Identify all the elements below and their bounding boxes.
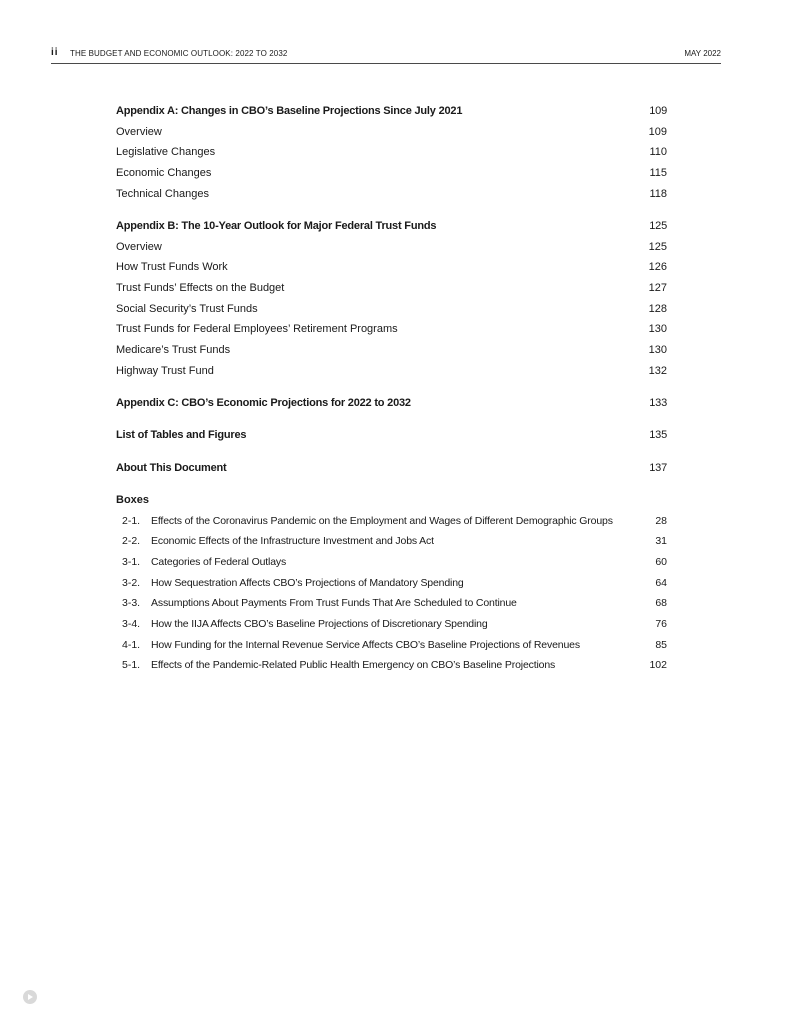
toc-entry-about[interactable]	[116, 459, 667, 480]
toc-entry[interactable]	[116, 320, 667, 341]
box-entry[interactable]	[116, 553, 667, 574]
toc-entry-page: 137	[649, 461, 667, 474]
toc-entry-title: Trust Funds’ Effects on the Budget	[116, 282, 285, 295]
box-number: 3-4.	[122, 618, 141, 631]
toc-entry-title: Economic Changes	[116, 167, 212, 180]
box-page: 60	[655, 556, 667, 569]
toc-entry-page: 128	[648, 302, 667, 315]
toc-entry-appendix-c[interactable]	[116, 394, 667, 415]
toc-entry-title: Medicare’s Trust Funds	[116, 344, 231, 357]
box-number: 2-2.	[122, 535, 141, 548]
box-title: Economic Effects of the Infrastructure Investment and Jobs Act	[151, 535, 434, 548]
box-entry[interactable]	[116, 615, 667, 636]
toc-entry[interactable]	[116, 238, 667, 259]
spacer	[116, 383, 667, 395]
toc-entry[interactable]	[116, 362, 667, 383]
box-title: Effects of the Pandemic-Related Public Health Emergency on CBO’s Baseline Projections	[151, 659, 556, 672]
toc-entry-page: 110	[649, 146, 667, 159]
box-title: Assumptions About Payments From Trust Funds That Are Scheduled to Continue	[151, 597, 517, 610]
box-number: 5-1.	[122, 659, 141, 672]
box-entry[interactable]	[116, 594, 667, 615]
toc-entry-title: Overview	[116, 125, 162, 138]
box-number: 3-3.	[122, 597, 141, 610]
box-title: How Funding for the Internal Revenue Service Affects CBO’s Baseline Projections of Revenues	[151, 638, 580, 651]
box-entry[interactable]	[116, 636, 667, 657]
spacer	[116, 205, 667, 217]
box-page: 85	[655, 638, 667, 651]
box-title: How the IIJA Affects CBO’s Baseline Projections of Discretionary Spending	[151, 618, 488, 631]
spacer	[116, 479, 667, 491]
running-title: THE BUDGET AND ECONOMIC OUTLOOK: 2022 TO 2032	[70, 49, 288, 58]
toc-entry-title: Highway Trust Fund	[116, 364, 214, 377]
toc-entry[interactable]	[116, 300, 667, 321]
box-number: 4-1.	[122, 638, 141, 651]
box-title: Categories of Federal Outlays	[151, 556, 287, 569]
toc-entry-page: 130	[648, 344, 667, 357]
toc-entry-title: List of Tables and Figures	[116, 429, 247, 442]
toc-entry-title: Overview	[116, 240, 162, 253]
box-page: 31	[655, 535, 667, 548]
box-page: 64	[655, 576, 667, 589]
toc-entry-page: 126	[648, 261, 667, 274]
toc-entry[interactable]	[116, 123, 667, 144]
box-number: 2-1.	[122, 514, 141, 527]
box-page: 76	[655, 618, 667, 631]
toc-entry-page: 127	[648, 282, 667, 295]
box-entry[interactable]	[116, 656, 667, 677]
spacer	[116, 447, 667, 459]
toc-entry[interactable]	[116, 185, 667, 206]
toc-entry[interactable]	[116, 143, 667, 164]
toc-entry-page: 118	[649, 187, 667, 200]
page-number: ii	[51, 47, 59, 58]
toc-entry-page: 132	[648, 364, 667, 377]
toc-entry[interactable]	[116, 164, 667, 185]
toc-entry-appendix-a[interactable]	[116, 102, 667, 123]
toc-entry-page: 130	[648, 323, 667, 336]
box-page: 68	[655, 597, 667, 610]
box-title: How Sequestration Affects CBO’s Projections of Mandatory Spending	[151, 576, 464, 589]
toc-entry-page: 109	[649, 105, 667, 117]
spacer	[116, 415, 667, 427]
box-number: 3-2.	[122, 576, 141, 589]
toc-entry[interactable]	[116, 258, 667, 279]
publication-date: MAY 2022	[684, 49, 721, 58]
toc-entry-title: Appendix A: Changes in CBO’s Baseline Projections Since July 2021	[116, 105, 463, 117]
toc-entry-page: 109	[648, 125, 667, 138]
toc-entry-title: Legislative Changes	[116, 146, 216, 159]
toc-entry-page: 125	[649, 220, 667, 233]
toc-entry-title: About This Document	[116, 461, 227, 474]
box-title: Effects of the Coronavirus Pandemic on the Employment and Wages of Different Demographic Groups	[151, 514, 613, 527]
toc-entry-title: Trust Funds for Federal Employees’ Retirement Programs	[116, 323, 398, 336]
box-number: 3-1.	[122, 556, 141, 569]
toc-entry-page: 135	[649, 429, 667, 442]
table-of-contents	[116, 102, 667, 677]
box-page: 102	[649, 659, 667, 672]
toc-entry-page: 115	[649, 167, 667, 180]
toc-entry-page: 133	[649, 397, 667, 410]
box-entry[interactable]	[116, 532, 667, 553]
toc-entry[interactable]	[116, 341, 667, 362]
toc-entry-title: Appendix B: The 10-Year Outlook for Major Federal Trust Funds	[116, 220, 437, 233]
toc-entry-page: 125	[648, 240, 667, 253]
toc-entry-title: How Trust Funds Work	[116, 261, 228, 274]
box-entry[interactable]	[116, 512, 667, 533]
box-page: 28	[655, 514, 667, 527]
toc-entry-appendix-b[interactable]	[116, 217, 667, 238]
toc-entry-list-of-tables[interactable]	[116, 426, 667, 447]
toc-entry-title: Technical Changes	[116, 187, 209, 200]
box-entry[interactable]	[116, 574, 667, 595]
toc-entry-title: Appendix C: CBO’s Economic Projections for 2022 to 2032	[116, 397, 411, 410]
play-circle-icon[interactable]	[23, 990, 37, 1004]
toc-entry-title: Social Security’s Trust Funds	[116, 302, 258, 315]
boxes-heading: Boxes	[116, 493, 150, 506]
running-header	[51, 47, 721, 64]
toc-entry[interactable]	[116, 279, 667, 300]
